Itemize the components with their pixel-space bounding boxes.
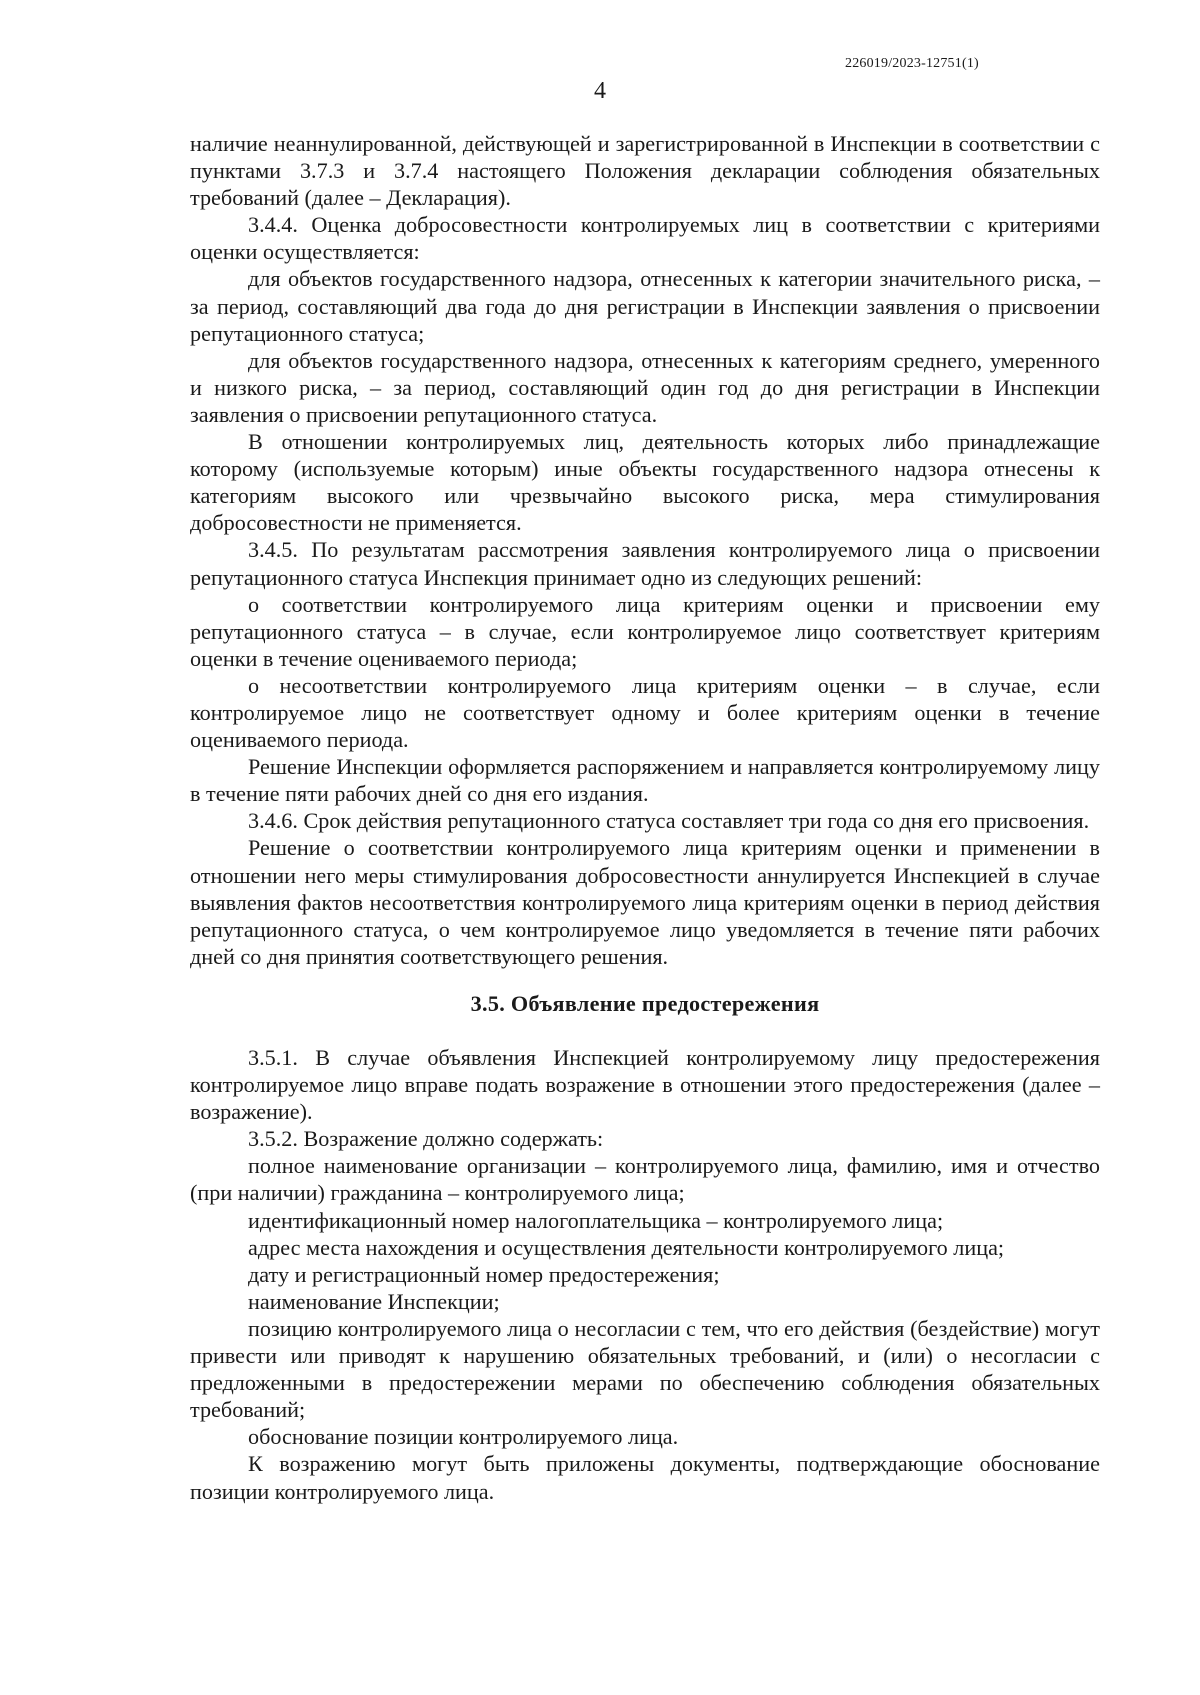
paragraph: дату и регистрационный номер предостережения; [248, 1261, 720, 1287]
paragraph: 3.5.2. Возражение должно содержать: [248, 1126, 604, 1152]
paragraph: Решение Инспекции оформляется распоряжением и направляется контролируемому лицу в течение пяти рабочих дней со дня его издания. [190, 754, 1100, 807]
paragraph: идентификационный номер налогоплательщика – контролируемого лица; [248, 1207, 944, 1233]
paragraph: К возражению могут быть приложены документы, подтверждающие обоснование позиции контролируемого лица. [190, 1451, 1100, 1504]
document-body [190, 130, 1100, 1505]
page-number: 4 [594, 78, 606, 104]
paragraph: Решение о соответствии контролируемого лица критериям оценки и применении в отношении него меры стимулирования добросовестности аннулируется Инспекцией в случае выявления фактов несоответствия контролируемого лица критериям оценки в период действия репутационного статуса, о чем контролируемое лицо уведомляется в течение пяти рабочих дней со дня принятия соответствующего решения. [190, 835, 1100, 969]
document-registration-number: 226019/2023-12751(1) [845, 56, 979, 71]
paragraph: 3.5.1. В случае объявления Инспекцией контролируемому лицу предостережения контролируемое лицо вправе подать возражение в отношении этого предостережения (далее – возражение). [190, 1045, 1100, 1125]
paragraph: В отношении контролируемых лиц, деятельность которых либо принадлежащие которому (используемые которым) иные объекты государственного надзора отнесены к категориям высокого или чрезвычайно высокого риска, мера стимулирования добросовестности не применяется. [190, 429, 1100, 536]
paragraph: обоснование позиции контролируемого лица. [248, 1424, 679, 1450]
paragraph: наименование Инспекции; [248, 1288, 500, 1314]
paragraph: для объектов государственного надзора, отнесенных к категориям среднего, умеренного и низкого риска, – за период, составляющий один год до дня регистрации в Инспекции заявления о присвоении репутационного статуса. [190, 347, 1100, 427]
paragraph: о несоответствии контролируемого лица критериям оценки – в случае, если контролируемое лицо не соответствует одному и более критериям оценки в течение оцениваемого периода. [190, 672, 1100, 753]
paragraph: 3.4.4. Оценка добросовестности контролируемых лиц в соответствии с критериями оценки осуществляется: [190, 212, 1100, 265]
paragraph: полное наименование организации – контролируемого лица, фамилию, имя и отчество (при наличии) гражданина – контролируемого лица; [190, 1153, 1100, 1206]
section-heading: 3.5. Объявление предостережения [470, 990, 820, 1016]
paragraph: 3.4.5. По результатам рассмотрения заявления контролируемого лица о присвоении репутационного статуса Инспекция принимает одно из следующих решений: [190, 537, 1100, 590]
paragraph: для объектов государственного надзора, отнесенных к категории значительного риска, – за период, составляющий два года до дня регистрации в Инспекции заявления о присвоении репутационного статуса; [190, 266, 1100, 346]
paragraph: адрес места нахождения и осуществления деятельности контролируемого лица; [248, 1234, 1005, 1260]
paragraph: позицию контролируемого лица о несогласии с тем, что его действия (бездействие) могут привести или приводят к нарушению обязательных требований, и (или) о несогласии с предложенными в предостережении мерами по обеспечению соблюдения обязательных требований; [190, 1315, 1100, 1423]
paragraph: о соответствии контролируемого лица критериям оценки и присвоении ему репутационного статуса – в случае, если контролируемое лицо соответствует критериям оценки в течение оцениваемого периода; [190, 591, 1100, 671]
paragraph: 3.4.6. Срок действия репутационного статуса составляет три года со дня его присвоения. [248, 808, 1090, 834]
paragraph: наличие неаннулированной, действующей и зарегистрированной в Инспекции в соответствии с пунктами 3.7.3 и 3.7.4 настоящего Положения декларации соблюдения обязательных требований (далее – Декларация). [190, 131, 1100, 211]
